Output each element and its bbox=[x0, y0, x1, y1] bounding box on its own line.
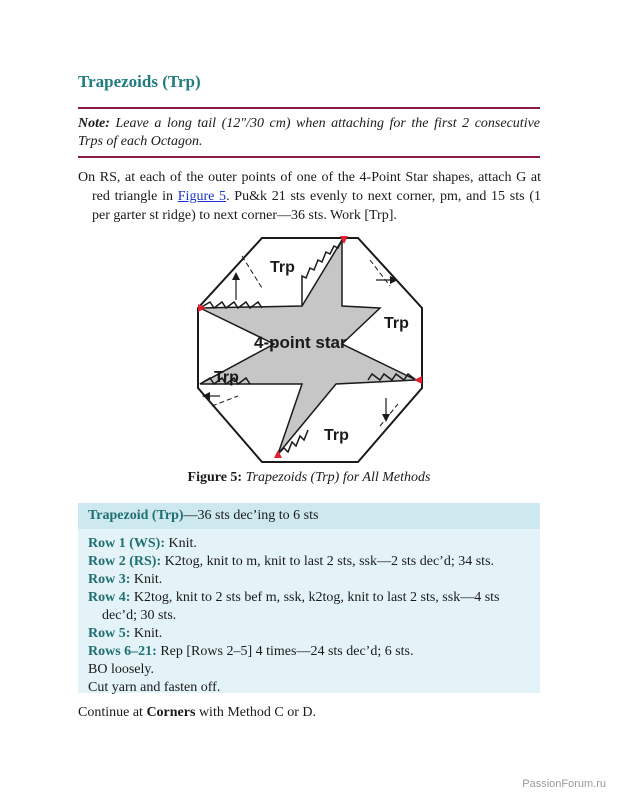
instruction-text: On RS, at each of the outer points of one of the 4-Point Star shapes, attach G at red triangle in bbox=[78, 170, 541, 204]
trp-label-top: Trp bbox=[270, 259, 295, 276]
pattern-box bbox=[78, 503, 540, 693]
pattern-row: Rows 6–21: Rep [Rows 2–5] 4 times—24 sts dec’d; 6 sts. bbox=[88, 644, 414, 659]
section-title: Trapezoids (Trp) bbox=[78, 72, 201, 91]
star-center-label: 4-point star bbox=[254, 333, 347, 352]
pattern-row: Row 4: K2tog, knit to 2 sts bef m, ssk, k2tog, knit to last 2 sts, ssk—4 sts dec’d; 30 sts. bbox=[88, 590, 500, 623]
note-box bbox=[78, 107, 540, 158]
pattern-title-suffix: —36 sts dec’ing to 6 sts bbox=[183, 508, 319, 523]
pattern-cut: Cut yarn and fasten off. bbox=[88, 680, 221, 695]
continue-text: Continue at Corners with Method C or D. bbox=[78, 705, 316, 720]
trp-label-bottom: Trp bbox=[324, 427, 349, 444]
note-text: Leave a long tail (12″/30 cm) when attaching for the first 2 consecutive Trps of each Octagon. bbox=[78, 116, 541, 149]
pattern-row: Row 3: Knit. bbox=[88, 572, 163, 587]
caption-text: Trapezoids (Trp) for All Methods bbox=[245, 470, 431, 485]
corners-ref: Corners bbox=[146, 705, 196, 720]
instruction-paragraph bbox=[78, 168, 541, 225]
pattern-bo: BO loosely. bbox=[88, 662, 154, 677]
pattern-body bbox=[78, 529, 540, 697]
pattern-row: Row 5: Knit. bbox=[88, 626, 163, 641]
trp-label-right: Trp bbox=[384, 315, 409, 332]
pattern-title: Trapezoid (Trp) bbox=[88, 508, 184, 523]
instruction-text-2: . Pu&k 21 sts evenly to next corner, pm, and 15 sts (1 per garter st ridge) to next corner—36 sts. Work [Trp]. bbox=[92, 189, 541, 223]
note-label: Note: bbox=[78, 116, 110, 131]
figure-5-link[interactable]: Figure 5 bbox=[177, 189, 227, 204]
caption-label: Figure 5: bbox=[187, 470, 243, 485]
watermark: PassionForum.ru bbox=[522, 778, 606, 790]
pattern-header bbox=[78, 503, 540, 529]
pattern-row: Row 1 (WS): Knit. bbox=[88, 536, 197, 551]
figure-5-diagram bbox=[190, 236, 430, 464]
trp-label-left: Trp bbox=[214, 369, 239, 386]
pattern-row: Row 2 (RS): K2tog, knit to m, knit to last 2 sts, ssk—2 sts dec’d; 34 sts. bbox=[88, 554, 495, 569]
figure-caption bbox=[0, 470, 618, 486]
